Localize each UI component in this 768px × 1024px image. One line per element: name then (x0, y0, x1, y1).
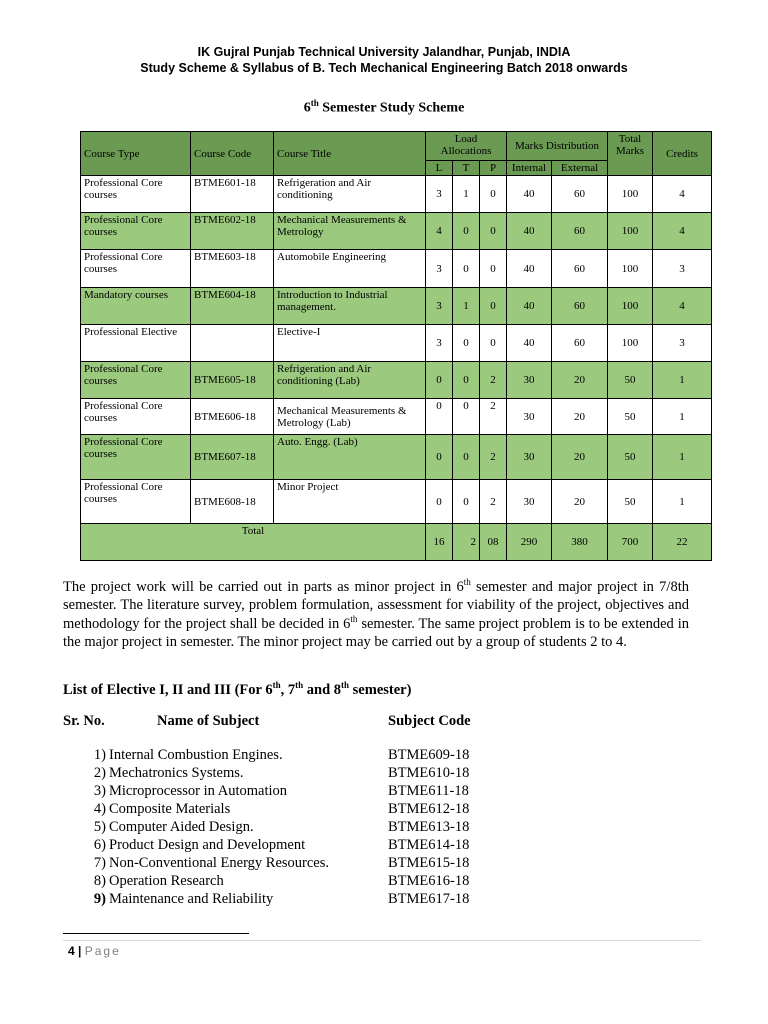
cell-external: 60 (552, 325, 608, 362)
electives-heading (63, 680, 411, 699)
list-item (80, 800, 520, 818)
cell-p: 2 (480, 480, 507, 524)
item-number: 8) (93, 873, 106, 889)
cell-course-type: Professional Core courses (81, 435, 191, 480)
item-code: BTME609-18 (388, 747, 470, 763)
header-t: T (453, 161, 480, 176)
cell-t: 0 (453, 213, 480, 250)
project-paragraph (63, 578, 689, 651)
cell-l: 3 (426, 250, 453, 288)
cell-course-title: Mechanical Measurements & Metrology (274, 213, 426, 250)
item-name: Maintenance and Reliability (109, 891, 274, 907)
cell-p: 2 (480, 399, 507, 435)
cell-total: 100 (608, 213, 653, 250)
list-item (80, 782, 520, 800)
footer-rule (63, 940, 701, 941)
cell-course-title: Refrigeration and Air conditioning (274, 176, 426, 213)
cell-internal: 40 (507, 176, 552, 213)
table-row (81, 362, 712, 399)
cell-credits: 3 (653, 325, 712, 362)
cell-course-title: Mechanical Measurements & Metrology (Lab) (274, 399, 426, 435)
cell-total: 100 (608, 288, 653, 325)
cell-course-title: Refrigeration and Air conditioning (Lab) (274, 362, 426, 399)
total-label: Total (81, 524, 426, 561)
cell-course-type: Professional Core courses (81, 213, 191, 250)
cell-total: 50 (608, 362, 653, 399)
item-code: BTME611-18 (388, 783, 469, 799)
document-header (0, 44, 768, 76)
table-row (81, 288, 712, 325)
cell-internal: 40 (507, 250, 552, 288)
table-row (81, 480, 712, 524)
cell-total: 50 (608, 435, 653, 480)
cell-p: 0 (480, 250, 507, 288)
cell-external: 20 (552, 399, 608, 435)
electives-title-d: semester) (349, 681, 412, 698)
cell-course-code: BTME605-18 (191, 362, 274, 399)
cell-course-type: Professional Core courses (81, 176, 191, 213)
cell-t: 0 (453, 362, 480, 399)
cell-l: 0 (426, 480, 453, 524)
item-number: 3) (93, 783, 106, 799)
cell-t: 0 (453, 435, 480, 480)
electives-sup-2: th (295, 680, 304, 690)
total-row (81, 524, 712, 561)
cell-course-code: BTME604-18 (191, 288, 274, 325)
cell-p: 0 (480, 213, 507, 250)
item-number: 4) (93, 801, 106, 817)
header-marks-distribution: Marks Distribution (507, 132, 608, 161)
cell-total: 50 (608, 399, 653, 435)
cell-internal: 40 (507, 325, 552, 362)
cell-credits: 4 (653, 176, 712, 213)
cell-internal: 30 (507, 399, 552, 435)
list-item (80, 746, 520, 764)
item-name: Internal Combustion Engines. (109, 747, 283, 763)
cell-course-code: BTME606-18 (191, 399, 274, 435)
cell-course-title: Auto. Engg. (Lab) (274, 435, 426, 480)
item-code: BTME617-18 (388, 891, 470, 907)
item-number: 1) (93, 747, 106, 763)
total-external: 380 (552, 524, 608, 561)
item-name: Microprocessor in Automation (109, 783, 288, 799)
cell-course-type: Professional Elective (81, 325, 191, 362)
cell-credits: 1 (653, 480, 712, 524)
total-internal: 290 (507, 524, 552, 561)
item-number: 5) (93, 819, 106, 835)
cell-internal: 30 (507, 362, 552, 399)
cell-l: 4 (426, 213, 453, 250)
cell-p: 2 (480, 435, 507, 480)
cell-total: 100 (608, 250, 653, 288)
para-part-1: The project work will be carried out in parts as minor project in 6 (63, 579, 464, 595)
cell-credits: 4 (653, 213, 712, 250)
column-header-subject-code: Subject Code (388, 713, 471, 729)
item-code: BTME616-18 (388, 873, 470, 889)
electives-list (80, 746, 520, 908)
cell-course-code (191, 325, 274, 362)
item-code: BTME614-18 (388, 837, 470, 853)
table-row (81, 250, 712, 288)
cell-l: 3 (426, 288, 453, 325)
item-number: 2) (93, 765, 106, 781)
item-number: 7) (93, 855, 106, 871)
cell-p: 0 (480, 176, 507, 213)
item-name: Composite Materials (109, 801, 231, 817)
title-sup: th (310, 98, 319, 108)
header-load-allocations: Load Allocations (426, 132, 507, 161)
column-header-subject-name: Name of Subject (157, 713, 260, 729)
item-name: Product Design and Development (109, 837, 306, 853)
cell-course-code: BTME602-18 (191, 213, 274, 250)
header-external: External (552, 161, 608, 176)
cell-t: 0 (453, 325, 480, 362)
total-p: 08 (480, 524, 507, 561)
cell-credits: 4 (653, 288, 712, 325)
university-name: IK Gujral Punjab Technical University Jalandhar, Punjab, INDIA (197, 45, 571, 59)
cell-internal: 40 (507, 213, 552, 250)
page-title (0, 98, 768, 117)
header-course-type: Course Type (81, 132, 191, 176)
table-row (81, 325, 712, 362)
cell-internal: 40 (507, 288, 552, 325)
study-scheme-table (80, 131, 712, 561)
cell-external: 60 (552, 250, 608, 288)
list-item (80, 890, 520, 908)
cell-p: 0 (480, 288, 507, 325)
item-code: BTME610-18 (388, 765, 470, 781)
page-footer (68, 944, 121, 958)
cell-credits: 3 (653, 250, 712, 288)
item-name: Computer Aided Design. (109, 819, 254, 835)
cell-t: 0 (453, 399, 480, 435)
item-code: BTME615-18 (388, 855, 470, 871)
cell-p: 0 (480, 325, 507, 362)
cell-t: 0 (453, 480, 480, 524)
page-separator: | (78, 944, 82, 958)
total-l: 16 (426, 524, 453, 561)
cell-l: 0 (426, 399, 453, 435)
table-row (81, 435, 712, 480)
cell-course-code: BTME601-18 (191, 176, 274, 213)
list-item (80, 872, 520, 890)
total-marks: 700 (608, 524, 653, 561)
electives-sup-1: th (272, 680, 281, 690)
item-name: Non-Conventional Energy Resources. (109, 855, 330, 871)
list-item (80, 854, 520, 872)
table-row (81, 213, 712, 250)
header-course-code: Course Code (191, 132, 274, 176)
cell-external: 60 (552, 288, 608, 325)
cell-course-code: BTME607-18 (191, 435, 274, 480)
item-code: BTME612-18 (388, 801, 470, 817)
electives-sup-3: th (341, 680, 350, 690)
cell-total: 100 (608, 176, 653, 213)
para-part-3: semester. The same project problem is to be extended in the major project in semester. The minor project may be carried out by a group of students 2 to 4. (63, 615, 689, 650)
item-number: 9) (93, 891, 106, 907)
electives-title-b: , 7 (280, 681, 296, 698)
cell-total: 100 (608, 325, 653, 362)
para-part-2: semester and major project in 7/8th semester. The literature survey, problem formulation, assessment for viability of the project, objectives and methodology for the project shall be decided in 6 (63, 579, 689, 632)
footnote-separator (63, 933, 249, 934)
total-t: 2 (453, 524, 480, 561)
cell-course-code: BTME608-18 (191, 480, 274, 524)
cell-course-type: Professional Core courses (81, 250, 191, 288)
cell-course-type: Professional Core courses (81, 362, 191, 399)
cell-l: 0 (426, 435, 453, 480)
item-name: Operation Research (109, 873, 224, 889)
cell-p: 2 (480, 362, 507, 399)
cell-course-title: Elective-I (274, 325, 426, 362)
title-number: 6 (303, 100, 311, 116)
electives-title-c: and 8 (303, 681, 342, 698)
cell-t: 0 (453, 250, 480, 288)
column-header-sr-no: Sr. No. (63, 713, 105, 729)
cell-external: 20 (552, 435, 608, 480)
syllabus-subtitle: Study Scheme & Syllabus of B. Tech Mechanical Engineering Batch 2018 onwards (140, 61, 628, 75)
cell-credits: 1 (653, 362, 712, 399)
page-word: Page (84, 944, 121, 958)
cell-l: 3 (426, 325, 453, 362)
header-course-title: Course Title (274, 132, 426, 176)
header-p: P (480, 161, 507, 176)
cell-total: 50 (608, 480, 653, 524)
cell-course-code: BTME603-18 (191, 250, 274, 288)
cell-internal: 30 (507, 480, 552, 524)
item-number: 6) (93, 837, 106, 853)
cell-l: 0 (426, 362, 453, 399)
item-name: Mechatronics Systems. (109, 765, 244, 781)
cell-t: 1 (453, 176, 480, 213)
cell-credits: 1 (653, 399, 712, 435)
cell-external: 20 (552, 362, 608, 399)
cell-course-type: Professional Core courses (81, 399, 191, 435)
header-l: L (426, 161, 453, 176)
cell-external: 20 (552, 480, 608, 524)
table-header-row (81, 132, 712, 161)
cell-external: 60 (552, 213, 608, 250)
table-row (81, 176, 712, 213)
item-code: BTME613-18 (388, 819, 470, 835)
list-item (80, 764, 520, 782)
para-sup-2: th (350, 613, 358, 624)
page-number: 4 (68, 944, 75, 958)
cell-course-type: Mandatory courses (81, 288, 191, 325)
list-item (80, 818, 520, 836)
cell-course-title: Minor Project (274, 480, 426, 524)
header-credits: Credits (653, 132, 712, 176)
table-row (81, 399, 712, 435)
cell-course-type: Professional Core courses (81, 480, 191, 524)
cell-external: 60 (552, 176, 608, 213)
cell-credits: 1 (653, 435, 712, 480)
cell-course-title: Introduction to Industrial management. (274, 288, 426, 325)
cell-course-title: Automobile Engineering (274, 250, 426, 288)
total-credits: 22 (653, 524, 712, 561)
header-total-marks: Total Marks (608, 132, 653, 176)
cell-t: 1 (453, 288, 480, 325)
para-sup-1: th (463, 577, 471, 588)
title-text: Semester Study Scheme (318, 100, 465, 116)
header-internal: Internal (507, 161, 552, 176)
cell-l: 3 (426, 176, 453, 213)
cell-internal: 30 (507, 435, 552, 480)
list-item (80, 836, 520, 854)
electives-title-a: List of Elective I, II and III (For 6 (63, 681, 273, 698)
